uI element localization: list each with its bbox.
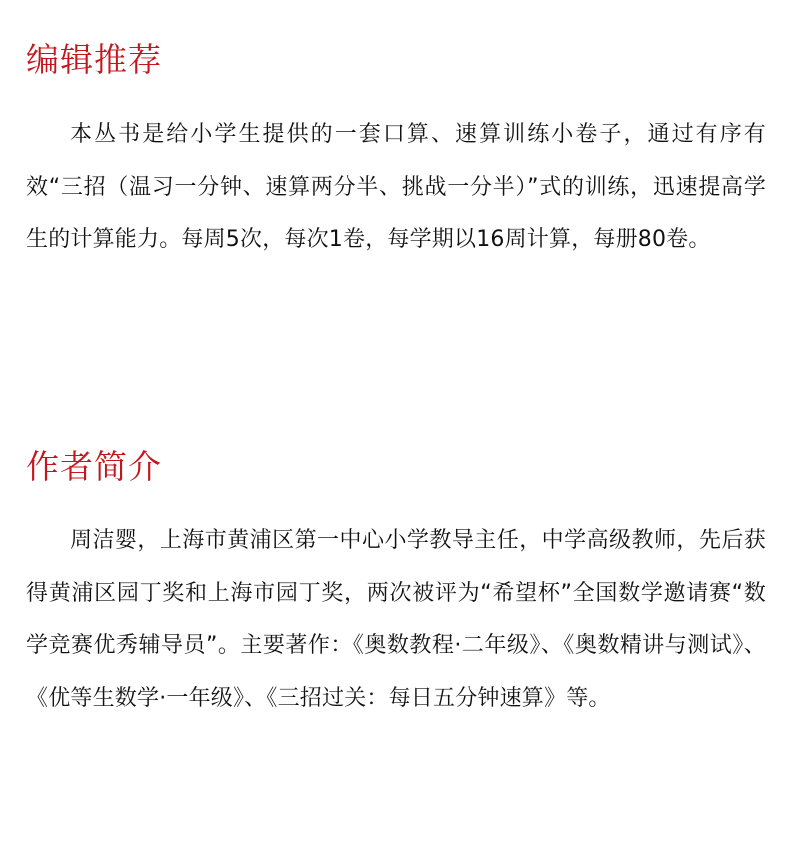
editor-recommendation-text: 本丛书是给小学生提供的一套口算、速算训练小卷子，通过有序有效“三招（温习一分钟、速算两分半、挑战一分半）”式的训练，迅速提高学生的计算能力。每周5次，每次1卷，每学期以16周计算，每册80卷。 (26, 122, 766, 252)
editor-recommendation-heading: 编辑推荐 (26, 40, 162, 79)
author-intro-section (26, 445, 766, 725)
editor-recommendation-section (26, 38, 766, 267)
author-intro-text: 周洁婴，上海市黄浦区第一中心小学教导主任，中学高级教师，先后获得黄浦区园丁奖和上海市园丁奖，两次被评为“希望杯”全国数学邀请赛“数学竞赛优秀辅导员”。主要著作：《奥数教程·二年级》、《奥数精讲与测试》、《优等生数学·一年级》、《三招过关：每日五分钟速算》等。 (26, 528, 766, 711)
author-intro-heading: 作者简介 (26, 447, 162, 486)
